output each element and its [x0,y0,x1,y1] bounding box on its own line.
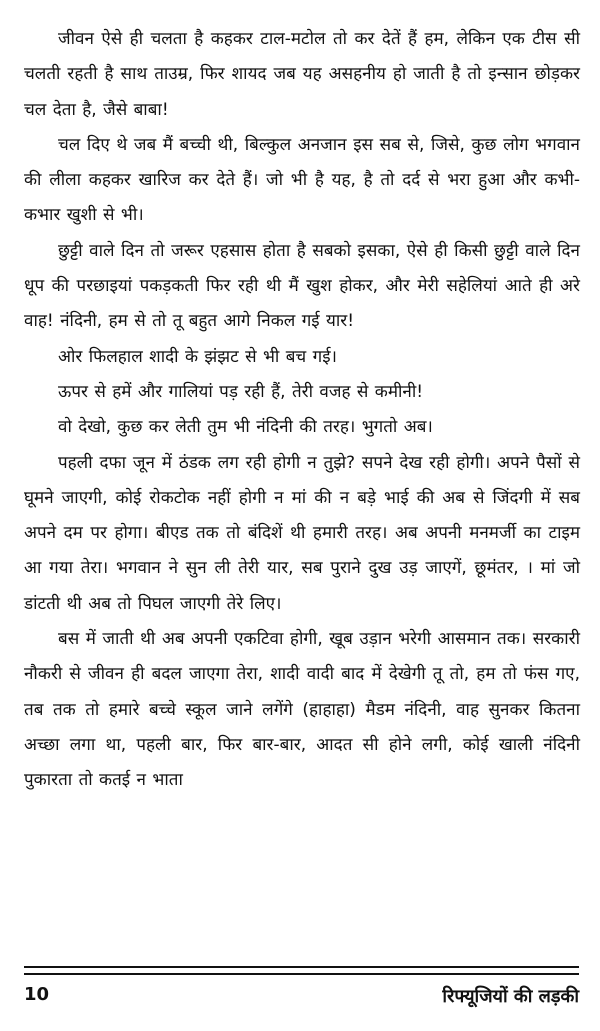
paragraph-2: चल दिए थे जब मैं बच्ची थी, बिल्कुल अनजान इस सब से, जिसे, कुछ लोग भगवान की लीला कहकर खारिज कर देते हैं। जो भी है यह, है तो दर्द से भरा हुआ और कभी-कभार खुशी से भी। [24,134,580,226]
page-footer [24,984,579,1014]
footer-rule-bottom [24,973,579,975]
paragraph-1: जीवन ऐसे ही चलता है कहकर टाल-मटोल तो कर देतें हैं हम, लेकिन एक टीस सी चलती रहती है साथ ताउम्र, फिर शायद जब यह असहनीय हो जाती है तो इन्सान छोड़कर चल देता है, जैसे बाबा! [24,29,580,120]
paragraph-4: ओर फिलहाल शादी के झंझट से भी बच गई। [58,346,337,367]
paragraph-8: बस में जाती थी अब अपनी एकटिवा होगी, खूब उड़ान भरेगी आसमान तक। सरकारी नौकरी से जीवन ही बदल जाएगा तेरा, शादी वादी बाद में देखेगी तू तो, हम तो फंस गए, तब तक तो हमारे बच्चे स्कूल जाने लगेंगे (हाहाहा) मैडम नंदिनी, वाह सुनकर कितना अच्छा लगा था, पहली बार, फिर बार-बार, आदत सी होने लगी, कोई खाली नंदिनी पुकारता तो कतई न भाता [24,629,580,791]
paragraph-5: ऊपर से हमें और गालियां पड़ रही हैं, तेरी वजह से कमीनी! [58,381,424,402]
footer-rule-top [24,966,579,968]
page-number: 10 [24,984,50,1005]
running-title: रिफ्यूजियों की लड़की [442,986,579,1007]
paragraph-6: वो देखो, कुछ कर लेती तुम भी नंदिनी की तरह। भुगतो अब। [58,417,433,438]
paragraph-7: पहली दफा जून में ठंडक लग रही होगी न तुझे? सपने देख रही होगी। अपने पैसों से घूमने जाएगी, कोई रोकटोक नहीं होगी न मां की न बड़े भाई की अब से जिंदगी में सब अपने दम पर होगा। बीएड तक तो बंदिशें थी हमारी तरह। अब अपनी मनमर्जी का टाइम आ गया तेरा। भगवान ने सुन ली तेरी यार, सब पुराने दुख उड़ जाएगें, छूमंतर, । मां जो डांटती थी अब तो पिघल जाएगी तेरे लिए। [24,452,580,614]
paragraph-3: छुट्टी वाले दिन तो जरूर एहसास होता है सबको इसका, ऐसे ही किसी छुट्टी वाले दिन धूप की परछाइयां पकड़कती फिर रही थी मैं खुश होकर, और मेरी सहेलियां आते ही अरे वाह! नंदिनी, हम से तो तू बहुत आगे निकल गई यार! [24,240,580,332]
body-text [24,22,580,799]
